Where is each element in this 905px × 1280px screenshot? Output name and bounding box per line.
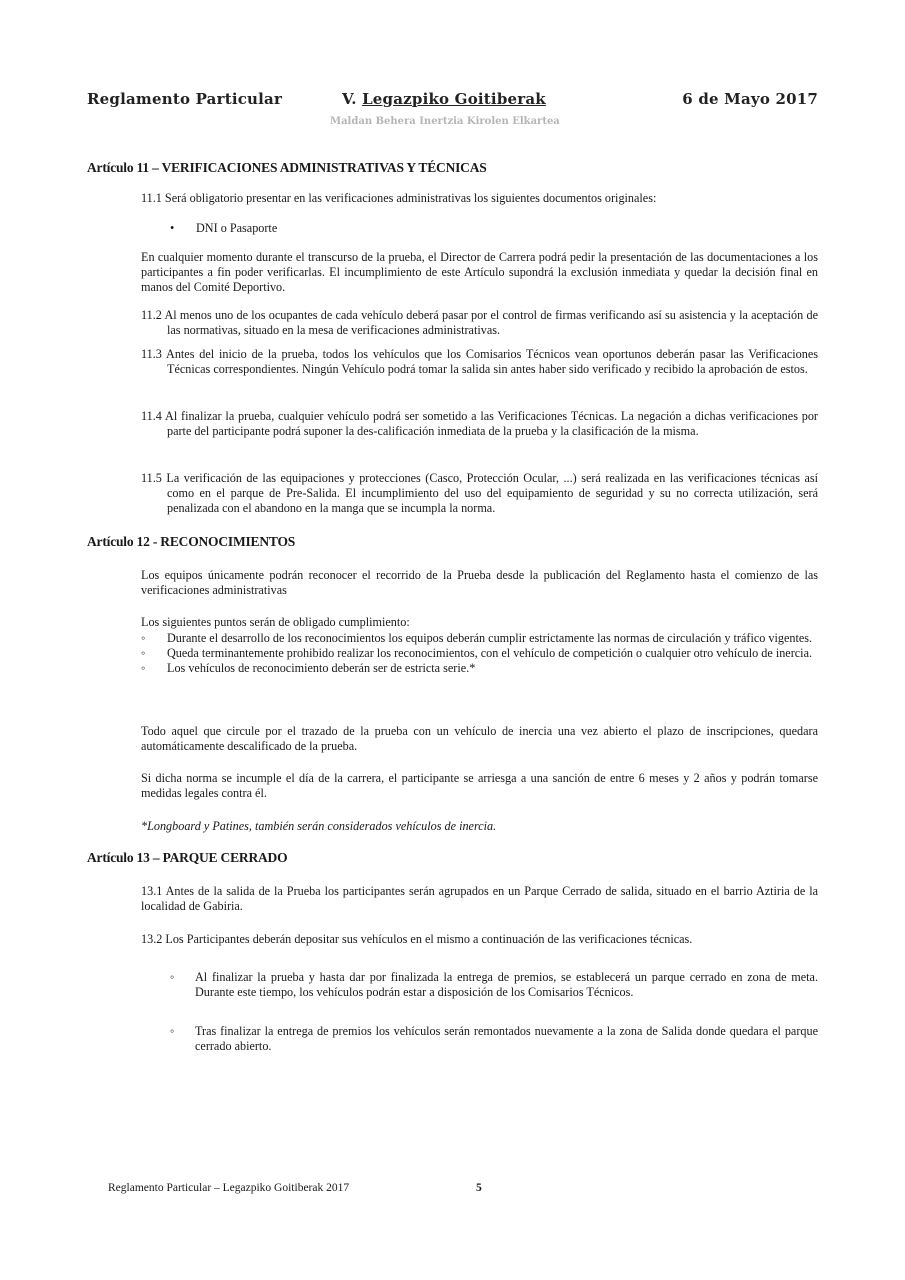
bullet-marker: ◦ [141, 661, 146, 675]
paragraph-11-3: 11.3 Antes del inicio de la prueba, todos los vehículos que los Comisarios Técnicos vean oportunos deberán pasar las Verificaciones Técnicas correspondientes. Ningún Vehículo podrá tomar la salida sin antes haber sido verificado y recibido la aprobación de estos. [141, 347, 818, 376]
paragraph-11-general: En cualquier momento durante el transcurso de la prueba, el Director de Carrera podrá pedir la presentación de las documentaciones a los participantes a fin poder verificarlas. El incumplimiento de este Artículo supondrá la exclusión inmediata y quedar la decisión final en manos del Comité Deportivo. [141, 250, 818, 294]
bullet-marker: ◦ [170, 970, 175, 984]
header-right: 6 de Mayo 2017 [682, 90, 818, 108]
paragraph-11-1: 11.1 Será obligatorio presentar en las verificaciones administrativas los siguientes documentos originales: [141, 191, 657, 205]
paragraph-11-5: 11.5 La verificación de las equipaciones y protecciones (Casco, Protección Ocular, ...) será realizada en las verificaciones técnicas así como en el parque de Pre-Salida. El incumplimiento del uso del equipamiento de seguridad y su no correcta utilización, será penalizada con el abandono en la manga que se incumpla la norma. [141, 471, 818, 515]
header-center [342, 92, 546, 107]
bullet-dot: • [170, 221, 175, 235]
article-13-heading: Artículo 13 – PARQUE CERRADO [87, 850, 288, 865]
list-item: ◦ Queda terminantemente prohibido realizar los reconocimientos, con el vehículo de competición o cualquier otro vehículo de inercia. [141, 646, 813, 660]
paragraph-11-2: 11.2 Al menos uno de los ocupantes de cada vehículo deberá pasar por el control de firmas verificando así su asistencia y la aceptación de las normativas, situado en la mesa de verificaciones administrativas. [141, 308, 818, 337]
paragraph-11-4: 11.4 Al finalizar la prueba, cualquier vehículo podrá ser sometido a las Verificaciones Técnicas. La negación a dichas verificaciones por parte del participante podrá suponer la des-calificación inmediata de la prueba y la clasificación de la misma. [141, 409, 818, 438]
paragraph-13-1: 13.1 Antes de la salida de la Prueba los participantes serán agrupados en un Parque Cerrado de salida, situado en el barrio Aztiria de la localidad de Gabiria. [141, 884, 818, 913]
article-11-heading: Artículo 11 – VERIFICACIONES ADMINISTRATIVAS Y TÉCNICAS [87, 160, 487, 175]
bullet-marker: ◦ [141, 631, 146, 645]
header-center-title: Legazpiko Goitiberak [362, 90, 546, 108]
note-12: *Longboard y Patines, también serán considerados vehículos de inercia. [141, 819, 497, 833]
paragraph-12-2: Todo aquel que circule por el trazado de la prueba con un vehículo de inercia una vez abierto el plazo de inscripciones, quedara automáticamente descalificado de la prueba. [141, 724, 818, 753]
footer-text: Reglamento Particular – Legazpiko Goitiberak 2017 [108, 1182, 350, 1194]
list-item-13-1: Al finalizar la prueba y hasta dar por finalizada la entrega de premios, se establecerá un parque cerrado en zona de meta. Durante este tiempo, los vehículos podrán estar a disposición de los Comisarios Técnicos. [195, 970, 818, 999]
page-number: 5 [476, 1182, 482, 1194]
paragraph-12-1: Los equipos únicamente podrán reconocer el recorrido de la Prueba desde la publicación del Reglamento hasta el comienzo de las verificaciones administrativas [141, 568, 818, 597]
bullet-marker: ◦ [170, 1024, 175, 1038]
paragraph-12-3: Si dicha norma se incumple el día de la carrera, el participante se arriesga a una sanción de entre 6 meses y 2 años y podrán tomarse medidas legales contra él. [141, 771, 818, 800]
article-12-heading: Artículo 12 - RECONOCIMIENTOS [87, 534, 296, 549]
header-left: Reglamento Particular [87, 90, 283, 108]
list-12 [141, 631, 818, 676]
paragraph-12-intro: Los siguientes puntos serán de obligado cumplimiento: [141, 615, 410, 629]
list-item-13-2: Tras finalizar la entrega de premios los vehículos serán remontados nuevamente a la zona de Salida donde quedara el parque cerrado abierto. [195, 1024, 818, 1053]
list-item: ◦ Durante el desarrollo de los reconocimientos los equipos deberán cumplir estrictamente las normas de circulación y tráfico vigentes. [141, 631, 813, 645]
header-center-prefix: V. [342, 90, 363, 108]
bullet-marker: ◦ [141, 646, 146, 660]
paragraph-13-2: 13.2 Los Participantes deberán depositar sus vehículos en el mismo a continuación de las verificaciones técnicas. [141, 932, 693, 946]
bullet-dni: DNI o Pasaporte [196, 221, 278, 235]
list-item: ◦ Los vehículos de reconocimiento deberán ser de estricta serie.* [141, 661, 476, 675]
header-subtitle: Maldan Behera Inertzia Kirolen Elkartea [330, 116, 560, 127]
